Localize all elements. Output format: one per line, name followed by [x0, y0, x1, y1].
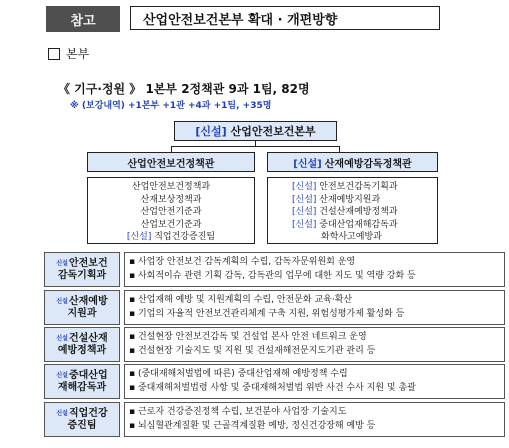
dept-row: [44, 402, 505, 437]
header: [46, 6, 442, 32]
unit-item: [신설] 중대산업재해감독과: [292, 219, 398, 230]
dept-label: $^{신설}$중대산업 재해감독과: [44, 364, 120, 399]
dept-row: [44, 290, 505, 325]
section-heading: [48, 45, 89, 62]
dept-label: $^{신설}$안전보건 감독기획과: [44, 252, 120, 287]
left-bureau-box: [87, 152, 255, 172]
dept-description: ▪ 산업재해 예방 및 지원계획의 수립, 안전문화 교육·확산 ▪ 기업의 자율적 안전보건관리체계 구축 지원, 위험성평가제 활성화 등: [124, 290, 505, 325]
dept-description: ▪ 근로자 건강증진정책 수립, 보건분야 사업장 기술지도 ▪ 뇌심혈관계질환 및 근골격계질환 예방, 정신건강장해 예방 등: [124, 402, 505, 437]
increase-note: ※ (보강내역) +1본부 +1관 +4과 +1팀, +35명: [70, 101, 272, 111]
dept-description: ▪ 건설현장 안전보건감독 및 건설업 본사 안전 네트워크 운영 ▪ 건설현장 기술지도 및 지원 및 건설재해전문지도기관 관리 등: [124, 327, 505, 362]
right-units-box: [267, 177, 438, 244]
dept-description: ▪ 사업장 안전보건 감독계획의 수립, 감독자문위원회 운영 ▪ 사회적이슈 관련 기획 감독, 감독관의 업무에 대한 지도 및 역량 강화 등: [124, 252, 505, 287]
top-box: [174, 121, 337, 141]
dept-row: [44, 327, 505, 362]
top-name: 산업안전보건본부: [230, 125, 316, 138]
dept-description: ▪ (중대재해처벌법에 따른) 중대산업재해 예방정책 수립 ▪ 중대재해처벌법령 사항 및 중대재해처벌법 위반 사건 수사 지원 및 총괄: [124, 364, 505, 399]
unit-item: 산업보건기준과: [140, 219, 202, 230]
unit-item: [신설] 산재예방지원과: [292, 194, 381, 205]
unit-item: [신설] 건설산재예방정책과: [292, 207, 398, 217]
right-bureau-name: 산재예방감독정책관: [324, 158, 412, 170]
header-tag: 참고: [46, 6, 120, 32]
left-units-box: [87, 177, 255, 244]
top-new-tag: [신설]: [195, 125, 227, 138]
section-label: 본부: [66, 47, 90, 61]
left-bureau-name: 산업안전보건정책관: [127, 158, 215, 170]
checkbox-square-icon: [48, 48, 60, 60]
new-tag: [신설]: [126, 232, 152, 242]
header-title: 산업안전보건본부 확대 · 개편방향: [130, 6, 440, 30]
dept-label: $^{신설}$건설산재 예방정책과: [44, 327, 120, 362]
connector-line: [171, 146, 339, 147]
unit-item: [신설] 안전보건감독기획과: [292, 182, 398, 192]
right-bureau-box: [267, 152, 438, 172]
unit-item: 산재보상정책과: [140, 194, 202, 205]
org-summary: [58, 80, 310, 97]
right-bureau-tag: [신설]: [293, 158, 322, 170]
unit-item: [신설] 직업건강증진팀: [126, 232, 216, 242]
dept-label: $^{신설}$산재예방 지원과: [44, 290, 120, 325]
dept-row: [44, 252, 505, 287]
dept-label: $^{신설}$직업건강 증진팀: [44, 402, 120, 437]
org-summary-value: 1본부 2정책관 9과 1팀, 82명: [145, 82, 310, 96]
unit-item: 산업안전기준과: [140, 207, 202, 217]
dept-row: [44, 364, 505, 399]
unit-item: 산업안전보건정책과: [131, 182, 211, 192]
org-summary-prefix: 《 기구·정원 》: [58, 82, 142, 96]
unit-item: 화학사고예방과: [321, 232, 382, 242]
